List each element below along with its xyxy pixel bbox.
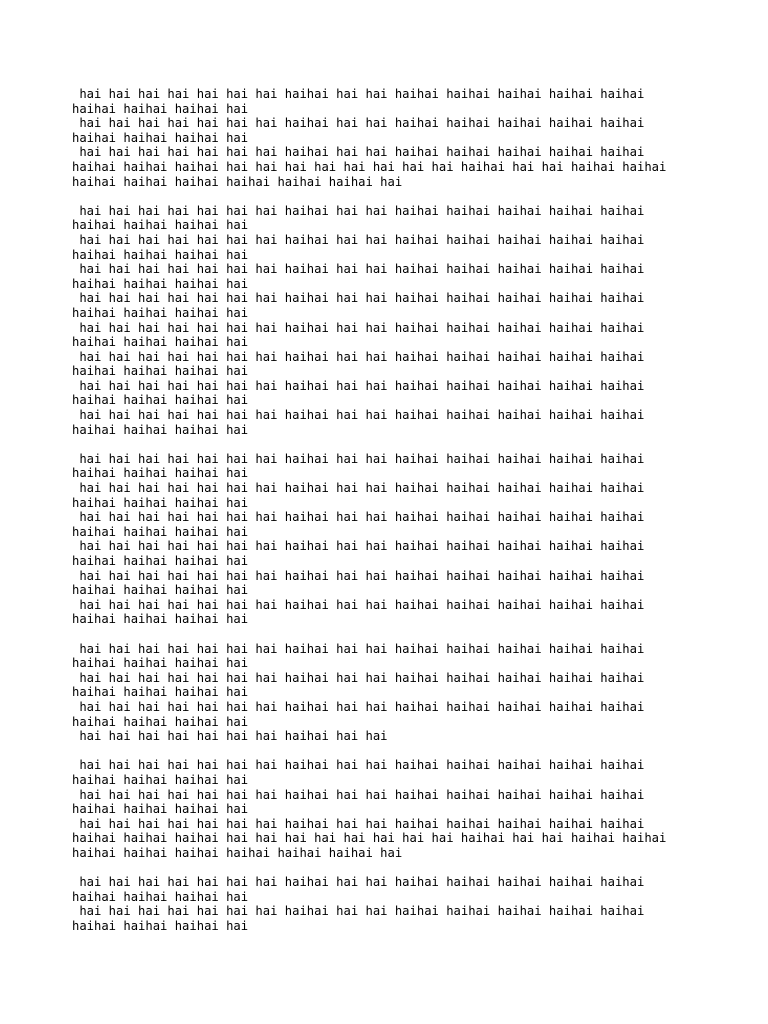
text-line: hai hai hai hai hai hai hai haihai hai hai haihai haihai haihai haihai haihai: [72, 787, 645, 802]
text-line: haihai haihai haihai hai: [72, 612, 249, 627]
text-line: hai hai hai hai hai hai hai haihai hai hai haihai haihai haihai haihai haihai: [72, 291, 645, 306]
text-paragraph: [72, 452, 712, 627]
text-line: haihai haihai haihai hai: [72, 802, 249, 817]
text-line: hai hai hai hai hai hai hai haihai hai hai haihai haihai haihai haihai haihai: [72, 670, 645, 685]
text-line: hai hai hai hai hai hai hai haihai hai hai haihai haihai haihai haihai haihai: [72, 904, 645, 919]
text-paragraph: [72, 758, 712, 860]
text-paragraph: [72, 204, 712, 438]
text-line: hai hai hai hai hai hai hai haihai hai hai haihai haihai haihai haihai haihai: [72, 232, 645, 247]
text-line: hai hai hai hai hai hai hai haihai hai hai haihai haihai haihai haihai haihai: [72, 451, 645, 466]
text-line: hai hai hai hai hai hai hai haihai hai hai haihai haihai haihai haihai haihai: [72, 87, 645, 101]
text-line: hai hai hai hai hai hai hai haihai hai hai haihai haihai haihai haihai haihai: [72, 641, 645, 656]
text-line: haihai haihai haihai hai: [72, 305, 249, 320]
text-paragraph: [72, 642, 712, 744]
text-line: haihai haihai haihai hai: [72, 656, 249, 671]
text-line: haihai haihai haihai hai: [72, 918, 249, 933]
text-line: hai hai hai hai hai hai hai haihai hai hai haihai haihai haihai haihai haihai: [72, 481, 645, 496]
text-line: hai hai hai hai hai hai hai haihai hai hai haihai haihai haihai haihai haihai: [72, 875, 645, 890]
text-line: haihai haihai haihai hai: [72, 247, 249, 262]
text-line: haihai haihai haihai hai hai hai hai hai hai hai hai haihai hai hai haihai haihai: [72, 831, 667, 846]
text-line: hai hai hai hai hai hai hai haihai hai hai haihai haihai haihai haihai haihai: [72, 758, 645, 773]
text-line: haihai haihai haihai haihai haihai haihai hai: [72, 845, 403, 860]
text-line: haihai haihai haihai hai: [72, 714, 249, 729]
text-line: haihai haihai haihai hai: [72, 685, 249, 700]
text-line: hai hai hai hai hai hai hai haihai hai hai haihai haihai haihai haihai haihai: [72, 408, 645, 423]
text-line: haihai haihai haihai hai: [72, 364, 249, 379]
text-line: hai hai hai hai hai hai hai haihai hai hai haihai haihai haihai haihai haihai: [72, 568, 645, 583]
text-line: haihai haihai haihai hai: [72, 130, 249, 145]
text-line: haihai haihai haihai hai: [72, 101, 249, 116]
text-line: haihai haihai haihai hai: [72, 466, 249, 481]
text-line: haihai haihai haihai hai: [72, 524, 249, 539]
text-line: haihai haihai haihai hai: [72, 335, 249, 350]
text-line: haihai haihai haihai hai: [72, 554, 249, 568]
text-line: hai hai hai hai hai hai hai haihai hai hai haihai haihai haihai haihai haihai: [72, 262, 645, 277]
text-line: haihai haihai haihai hai: [72, 772, 249, 787]
text-line: haihai haihai haihai hai hai hai hai hai hai hai hai haihai hai hai haihai haihai: [72, 159, 667, 174]
text-line: haihai haihai haihai hai: [72, 393, 249, 408]
text-line: haihai haihai haihai hai: [72, 276, 249, 291]
text-paragraph: [72, 87, 712, 189]
text-line: haihai haihai haihai haihai haihai haihai hai: [72, 174, 403, 189]
text-paragraph: [72, 875, 712, 933]
text-line: hai hai hai hai hai hai hai haihai hai hai haihai haihai haihai haihai haihai: [72, 349, 645, 364]
text-line: hai hai hai hai hai hai hai haihai hai hai haihai haihai haihai haihai haihai: [72, 145, 645, 160]
text-line: hai hai hai hai hai hai hai haihai hai hai haihai haihai haihai haihai haihai: [72, 203, 645, 218]
text-line: hai hai hai hai hai hai hai haihai hai hai haihai haihai haihai haihai haihai: [72, 699, 645, 714]
text-line: hai hai hai hai hai hai hai haihai hai hai: [72, 729, 388, 744]
document-page: [72, 87, 712, 948]
text-line: hai hai hai hai hai hai hai haihai hai hai haihai haihai haihai haihai haihai: [72, 320, 645, 335]
text-line: haihai haihai haihai hai: [72, 583, 249, 598]
text-line: hai hai hai hai hai hai hai haihai hai hai haihai haihai haihai haihai haihai: [72, 816, 645, 831]
text-line: hai hai hai hai hai hai hai haihai hai hai haihai haihai haihai haihai haihai: [72, 378, 645, 393]
text-line: haihai haihai haihai hai: [72, 889, 249, 904]
text-line: haihai haihai haihai hai: [72, 218, 249, 233]
text-line: hai hai hai hai hai hai hai haihai hai hai haihai haihai haihai haihai haihai: [72, 539, 645, 554]
text-line: hai hai hai hai hai hai hai haihai hai hai haihai haihai haihai haihai haihai: [72, 510, 645, 525]
text-line: hai hai hai hai hai hai hai haihai hai hai haihai haihai haihai haihai haihai: [72, 597, 645, 612]
text-line: haihai haihai haihai hai: [72, 422, 249, 437]
text-line: haihai haihai haihai hai: [72, 495, 249, 510]
text-line: hai hai hai hai hai hai hai haihai hai hai haihai haihai haihai haihai haihai: [72, 116, 645, 131]
